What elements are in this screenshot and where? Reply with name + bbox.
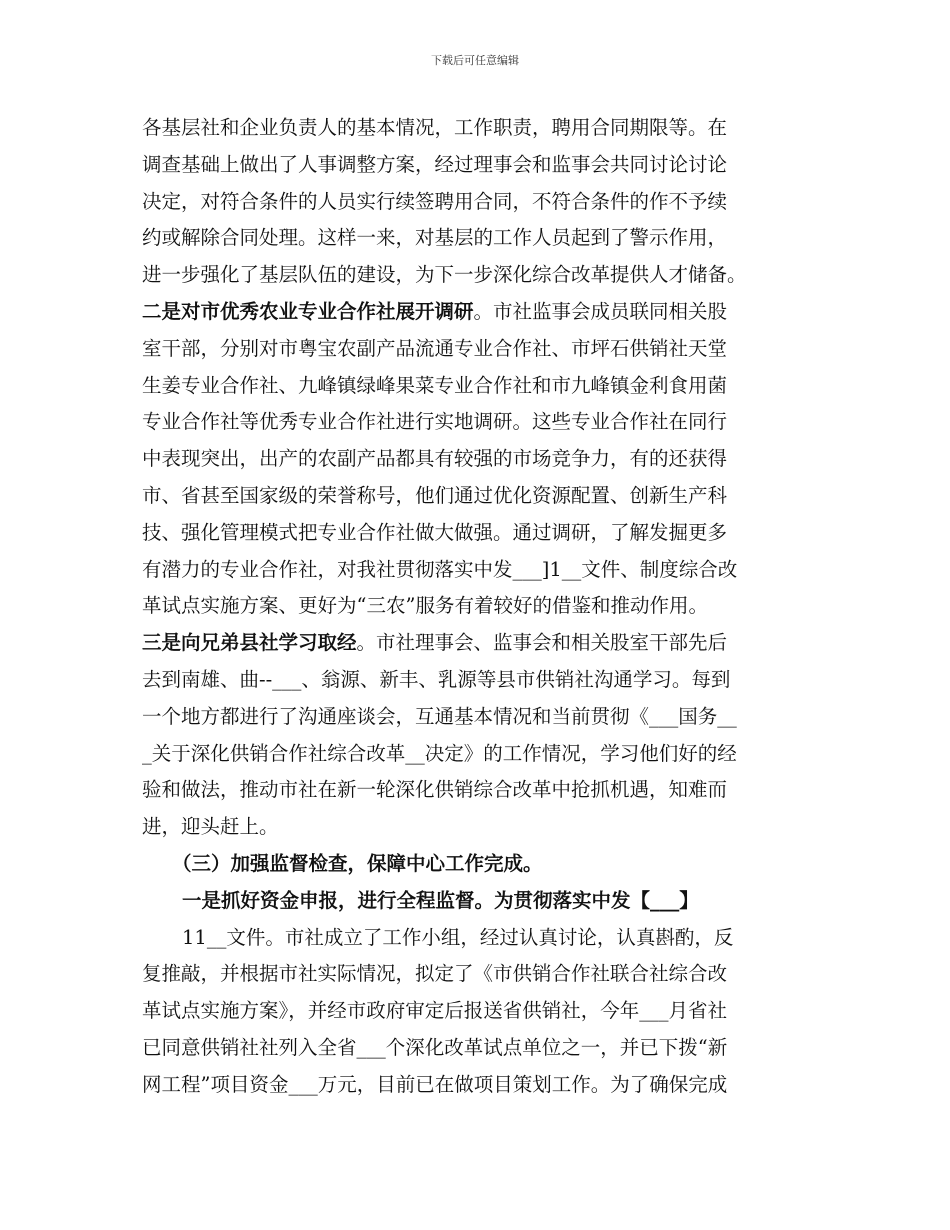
body-line: 中表现突出，出产的农副产品都具有较强的市场竞争力，有的还获得 — [142, 447, 728, 471]
body-line: 革试点实施方案》，并经市政府审定后报送省供销社，今年___月省社 — [142, 999, 728, 1023]
body-line: 11__文件。市社成立了工作小组，经过认真讨论，认真斟酌，反 — [182, 925, 734, 949]
body-line — [142, 625, 822, 662]
bold-lead: 二是对市优秀农业专业合作社展开调研 — [142, 299, 474, 323]
body-line: 验和做法，推动市社在新一轮深化供销综合改革中抢抓机遇，知难而 — [142, 778, 728, 802]
body-line: 专业合作社等优秀专业合作社进行实地调研。这些专业合作社在同行 — [142, 410, 728, 434]
line-rest: 。市社理事会、监事会和相关股室干部先后 — [356, 631, 728, 655]
bold-lead: 三是向兄弟县社学习取经 — [142, 631, 357, 655]
body-line: 室干部，分别对市粤宝农副产品流通专业合作社、市坪石供销社天堂 — [142, 336, 728, 360]
page-header: 下载后可任意编辑 — [431, 54, 519, 67]
body-line: 进一步强化了基层队伍的建设，为下一步深化综合改革提供人才储备。 — [142, 263, 747, 287]
body-line: 已同意供销社社列入全省___个深化改革试点单位之一，并已下拨“新 — [142, 1035, 728, 1059]
body-line: 约或解除合同处理。这样一来，对基层的工作人员起到了警示作用， — [142, 226, 728, 250]
section-heading: （三）加强监督检查，保障中心工作完成。 — [172, 851, 543, 875]
body-line: 调查基础上做出了人事调整方案，经过理事会和监事会共同讨论讨论 — [142, 152, 728, 176]
body-line: 各基层社和企业负责人的基本情况，工作职责，聘用合同期限等。在 — [142, 116, 728, 139]
body-line: 一个地方都进行了沟通座谈会，互通基本情况和当前贯彻《___国务__ — [142, 704, 737, 728]
document-body — [142, 110, 822, 1104]
line-rest: 。市社监事会成员联同相关股 — [473, 299, 728, 323]
body-line: 技、强化管理模式把专业合作社做大做强。通过调研，了解发掘更多 — [142, 520, 728, 544]
body-line: 网工程”项目资金___万元，目前已在做项目策划工作。为了确保完成 — [142, 1072, 728, 1096]
body-line: 市、省甚至国家级的荣誉称号，他们通过优化资源配置、创新生产科 — [142, 483, 728, 507]
body-line — [142, 294, 822, 331]
body-line: 去到南雄、曲--___、翁源、新丰、乳源等县市供销社沟通学习。每到 — [142, 667, 731, 691]
body-line: 进，迎头赶上。 — [142, 815, 279, 839]
body-line: _关于深化供销合作社综合改革__决定》的工作情况，学习他们好的经 — [142, 741, 737, 765]
body-line: 复推敲，并根据市社实际情况，拟定了《市供销合作社联合社综合改 — [142, 962, 728, 986]
body-line: 革试点实施方案、更好为“三农”服务有着较好的借鉴和推动作用。 — [142, 594, 708, 618]
body-line: 有潜力的专业合作社，对我社贯彻落实中发___]1__文件、制度综合改 — [142, 557, 738, 581]
body-line: 生姜专业合作社、九峰镇绿峰果菜专业合作社和市九峰镇金利食用菌 — [142, 373, 728, 397]
body-line: 决定，对符合条件的人员实行续签聘用合同，不符合条件的作不予续 — [142, 189, 728, 213]
subsection-heading: 一是抓好资金申报，进行全程监督。为贯彻落实中发【___】 — [182, 888, 699, 912]
